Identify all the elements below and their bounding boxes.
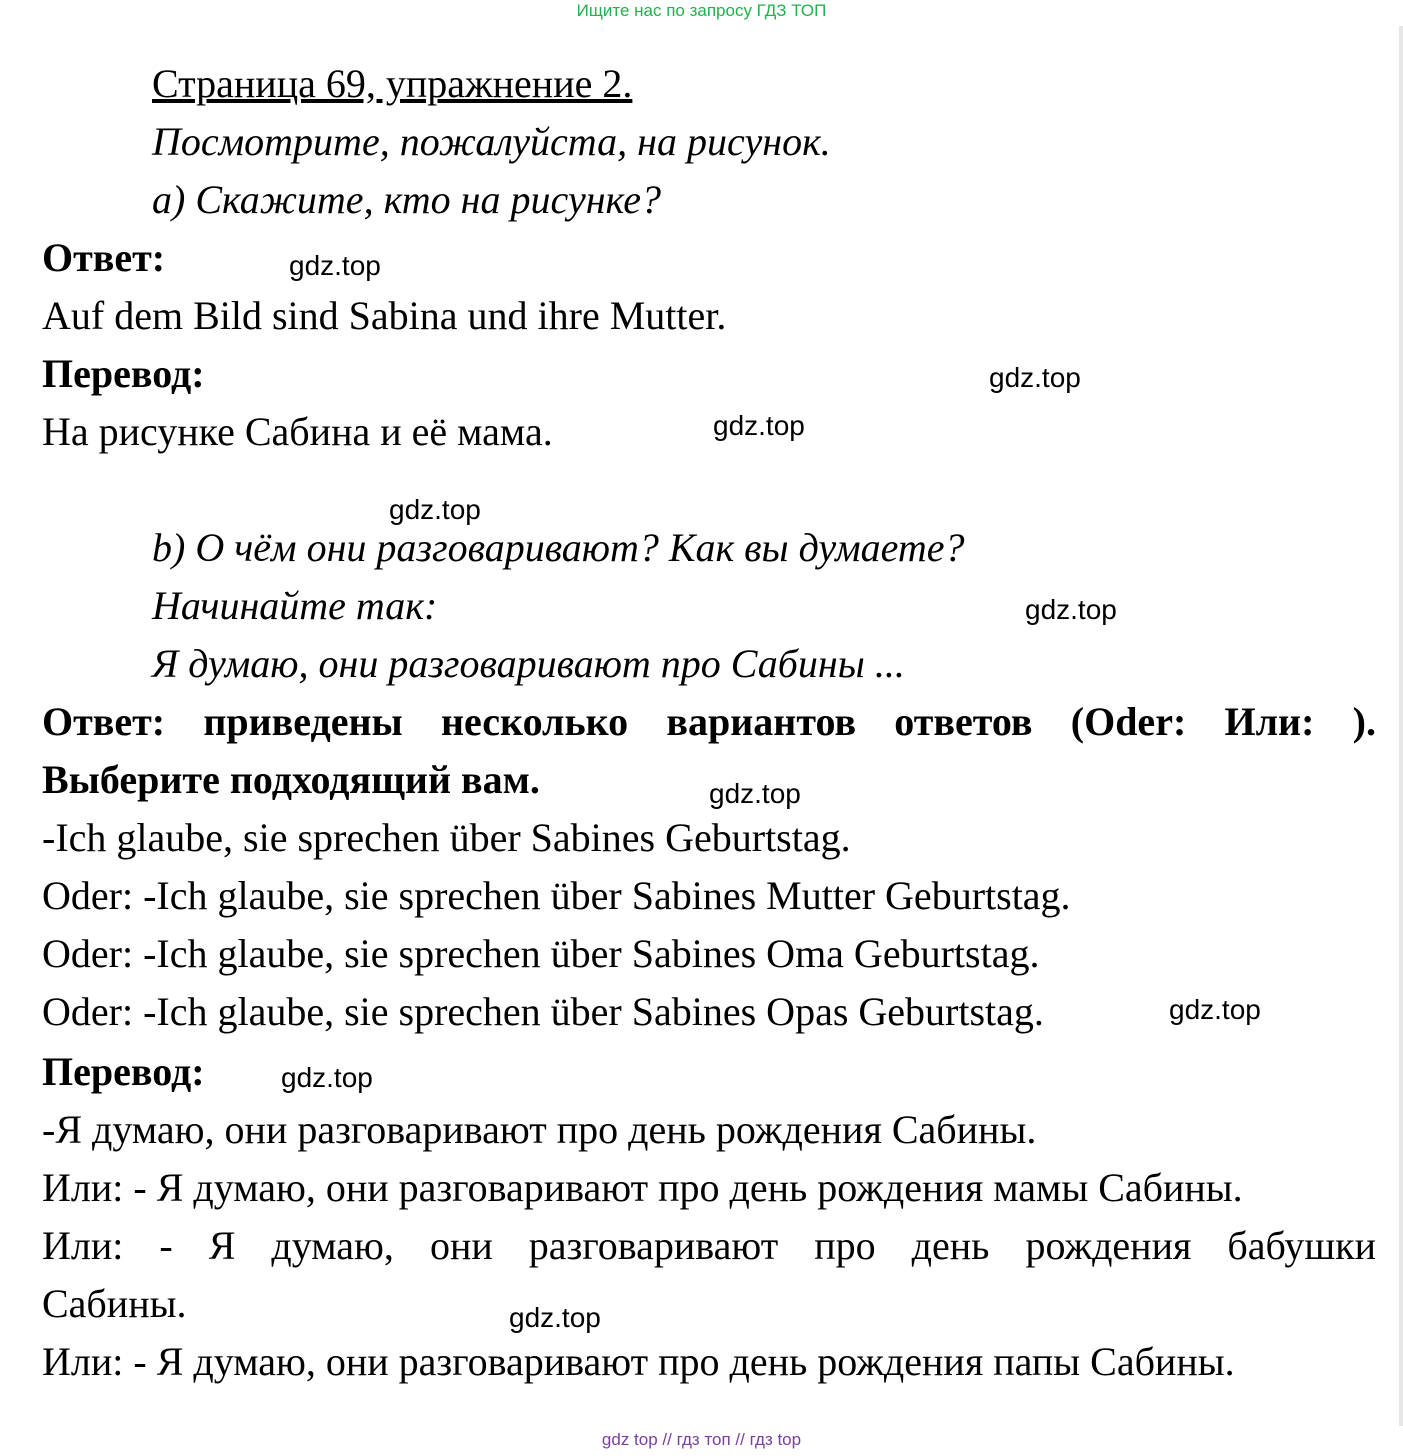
translation-b-line: -Я думаю, они разговаривают про день рождения Сабины. (42, 1107, 1037, 1152)
translation-b-line: Сабины. (42, 1281, 187, 1326)
watermark: gdz.top (1169, 994, 1261, 1025)
watermark: gdz.top (713, 410, 805, 441)
translation-b-line: Или: - Я думаю, они разговаривают про день рождения бабушки (42, 1223, 1376, 1268)
answer-b-variant: Oder: -Ich glaube, sie sprechen über Sabines Mutter Geburtstag. (42, 873, 1071, 918)
answer-b-variant: Oder: -Ich glaube, sie sprechen über Sabines Oma Geburtstag. (42, 931, 1040, 976)
exercise-title: Страница 69, упражнение 2. (152, 61, 633, 106)
top-banner: Ищите нас по запросу ГДЗ ТОП (576, 1, 827, 20)
part-b-question: b) О чём они разговаривают? Как вы думаете? (152, 525, 965, 570)
translation-b-line: Или: - Я думаю, они разговаривают про день рождения мамы Сабины. (42, 1165, 1243, 1210)
answer-a-text: Auf dem Bild sind Sabina und ihre Mutter. (42, 293, 727, 338)
start-phrase: Я думаю, они разговаривают про Сабины ... (152, 641, 905, 686)
watermark: gdz.top (1025, 594, 1117, 625)
answer-b-choose-hint: Выберите подходящий вам. (42, 757, 540, 802)
answer-a-label: Ответ: (42, 235, 166, 280)
answer-b-label: Ответ: приведены несколько вариантов ответов (Oder: Или: ). (42, 699, 1376, 744)
footer-links: gdz top // гдз топ // гдз top (601, 1430, 802, 1449)
watermark: gdz.top (289, 250, 381, 281)
translation-b-label: Перевод: (42, 1049, 205, 1094)
translation-a-label: Перевод: (42, 351, 205, 396)
answer-b-variant: Oder: -Ich glaube, sie sprechen über Sabines Opas Geburtstag. (42, 989, 1044, 1034)
watermark: gdz.top (509, 1302, 601, 1333)
watermark: gdz.top (389, 494, 481, 525)
translation-b-line: Или: - Я думаю, они разговаривают про день рождения папы Сабины. (42, 1339, 1235, 1384)
answer-b-variant: -Ich glaube, sie sprechen über Sabines Geburtstag. (42, 815, 851, 860)
watermark: gdz.top (281, 1062, 373, 1093)
instruction-text: Посмотрите, пожалуйста, на рисунок. (152, 119, 831, 164)
part-a-question: а) Скажите, кто на рисунке? (152, 177, 662, 222)
watermark: gdz.top (989, 362, 1081, 393)
start-hint: Начинайте так: (152, 583, 438, 628)
page-edge-divider (1399, 26, 1403, 1426)
watermark: gdz.top (709, 778, 801, 809)
translation-a-text: На рисунке Сабина и её мама. (42, 409, 553, 454)
